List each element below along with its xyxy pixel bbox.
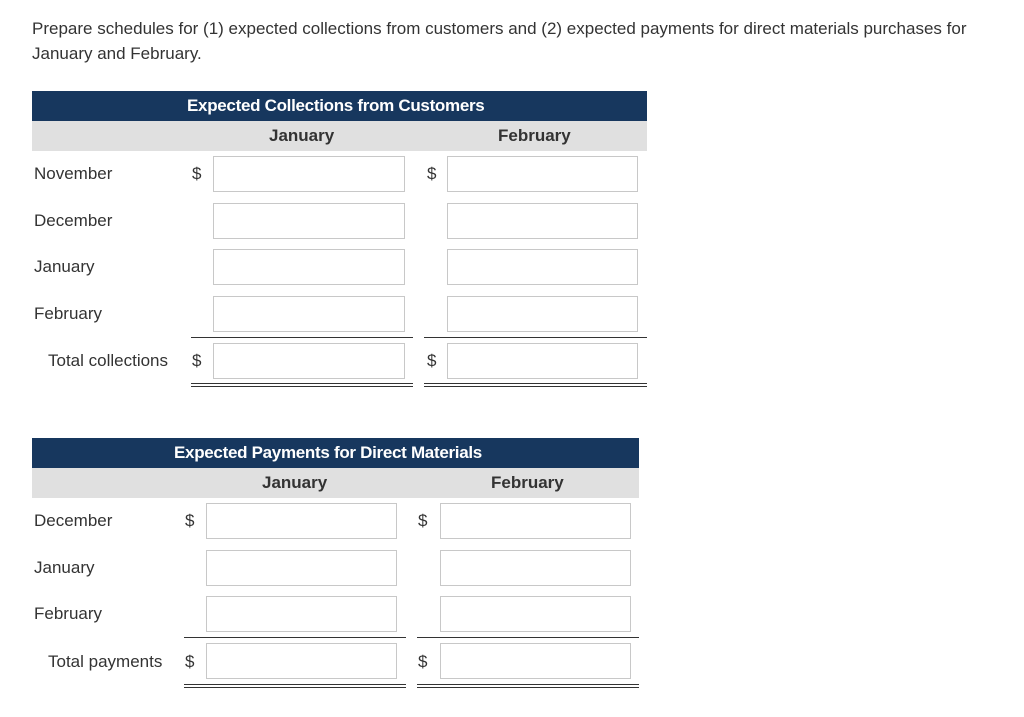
subtotal-rule [191, 337, 413, 338]
payments-february-january-input[interactable] [206, 596, 397, 632]
collections-col-february: February [498, 126, 571, 145]
collections-col-january: January [269, 126, 335, 145]
payments-col-january: January [262, 473, 328, 492]
collections-december-february-input[interactable] [447, 203, 638, 239]
payments-january-january-input[interactable] [206, 550, 397, 586]
collections-row-label: November [34, 164, 113, 183]
total-double-rule [184, 684, 406, 688]
collections-february-january-input[interactable] [213, 296, 405, 332]
collections-december-january-input[interactable] [213, 203, 405, 239]
collections-row-label: January [34, 257, 95, 276]
payments-row-label: January [34, 558, 95, 577]
subtotal-rule [424, 337, 647, 338]
payments-january-february-input[interactable] [440, 550, 631, 586]
collections-february-february-input[interactable] [447, 296, 638, 332]
total-double-rule [191, 383, 413, 387]
payments-header-row [32, 468, 639, 498]
collections-total-label: Total collections [48, 351, 169, 370]
collections-row-label: December [34, 211, 113, 230]
collections-november-january-input[interactable] [213, 156, 405, 192]
dollar-sign: $ [427, 164, 437, 183]
collections-january-january-input[interactable] [213, 249, 405, 285]
collections-january-february-input[interactable] [447, 249, 638, 285]
dollar-sign: $ [427, 351, 437, 370]
instructions-text: Prepare schedules for (1) expected collections from customers and (2) expected payments for direct materials purchases for January and February. [32, 19, 967, 63]
payments-december-february-input[interactable] [440, 503, 631, 539]
payments-row-label: February [34, 604, 103, 623]
collections-november-february-input[interactable] [447, 156, 638, 192]
subtotal-rule [184, 637, 406, 638]
collections-row-label: February [34, 304, 103, 323]
collections-title-bar [32, 91, 647, 121]
payments-col-february: February [491, 473, 564, 492]
payments-title-bar [32, 438, 639, 468]
dollar-sign: $ [192, 164, 202, 183]
dollar-sign: $ [185, 511, 195, 530]
subtotal-rule [417, 637, 639, 638]
payments-row-label: December [34, 511, 113, 530]
payments-total-february-input[interactable] [440, 643, 631, 679]
payments-february-february-input[interactable] [440, 596, 631, 632]
total-double-rule [424, 383, 647, 387]
dollar-sign: $ [185, 652, 195, 671]
dollar-sign: $ [418, 511, 428, 530]
total-double-rule [417, 684, 639, 688]
collections-title: Expected Collections from Customers [187, 96, 485, 115]
dollar-sign: $ [192, 351, 202, 370]
collections-total-february-input[interactable] [447, 343, 638, 379]
payments-total-label: Total payments [48, 652, 163, 671]
dollar-sign: $ [418, 652, 428, 671]
payments-total-january-input[interactable] [206, 643, 397, 679]
payments-title: Expected Payments for Direct Materials [174, 443, 482, 462]
collections-header-row [32, 121, 647, 151]
collections-total-january-input[interactable] [213, 343, 405, 379]
payments-december-january-input[interactable] [206, 503, 397, 539]
